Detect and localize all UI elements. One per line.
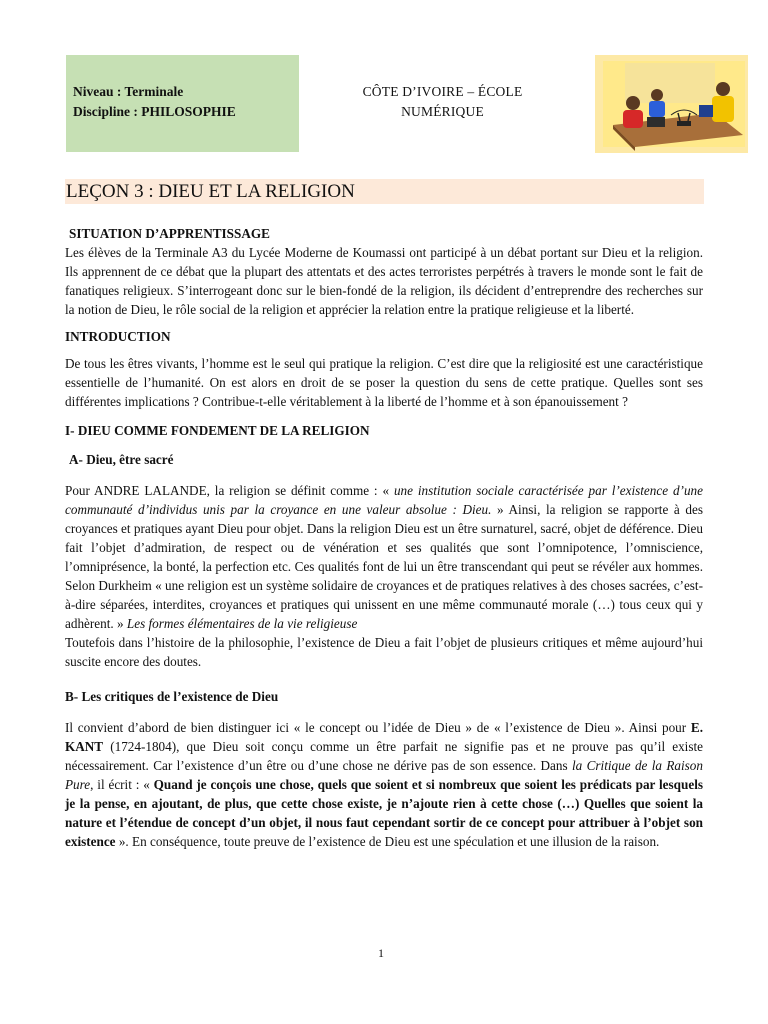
school-name (320, 82, 565, 122)
situation-heading: SITUATION D’APPRENTISSAGE (69, 226, 270, 241)
school-line-1: CÔTE D’IVOIRE – ÉCOLE (362, 84, 523, 99)
situation-text: Les élèves de la Terminale A3 du Lycée Moderne de Koumassi ont participé à un débat portant sur Dieu et la religion. Ils apprennent de ce débat que la plupart des attentats et des actes terroristes perpétrés à travers le monde sont le fait de fanatiques religieux. S’interrogeant donc sur le bien-fondé de la religion, ils décident d’entreprendre des recherches sur la notion de Dieu, le rôle social de la religion et apprécier la relation entre la pratique religieuse et la liberté. (65, 245, 703, 317)
section-a-paragraph-2: Toutefois dans l’histoire de la philosophie, l’existence de Dieu a fait l’objet de plusieurs critiques et même aujourd’hui suscite encore des doutes. (65, 635, 703, 669)
kant-book-title: la Critique de la Raison Pure (65, 758, 703, 792)
header-info-box (66, 55, 299, 152)
section-a-paragraph (65, 481, 703, 633)
section-a-heading: A- Dieu, être sacré (69, 452, 174, 467)
illustration-graphic (595, 55, 748, 153)
discipline-label: Discipline : PHILOSOPHIE (73, 104, 236, 119)
introduction-heading: INTRODUCTION (65, 329, 171, 344)
text-span: ». En conséquence, toute preuve de l’existence de Dieu est une spéculation et une illusion de la raison. (115, 834, 660, 849)
page-number: 1 (378, 946, 384, 960)
kant-name: E. KANT (65, 720, 703, 754)
part1-heading: I- DIEU COMME FONDEMENT DE LA RELIGION (65, 423, 370, 438)
text-span: (1724-1804), que Dieu soit conçu comme un être parfait ne signifie pas et ne prouve pas qu’il existe nécessairement. Car l’existence d’un être ou d’une chose ne dérive pas de son essence. Dans (65, 739, 703, 773)
school-line-2: NUMÉRIQUE (401, 104, 484, 119)
section-b-paragraph (65, 718, 703, 851)
lesson-title: LEÇON 3 : DIEU ET LA RELIGION (65, 179, 704, 204)
lalande-quote: une institution sociale caractérisée par l’existence d’une communauté d’individus unis par la croyance en une valeur absolue : Dieu. (65, 483, 703, 517)
durkheim-book-title: Les formes élémentaires de la vie religieuse (126, 616, 358, 631)
lesson-content (65, 224, 703, 851)
kant-quote: Quand je conçois une chose, quels que soient et si nombreux que soient les prédicats par lesquels je la pense, en ajoutant, de plus, que cette chose existe, je n’ajoute rien à cette chose (…) Quelles que soient la nature et l’étendue de concept d’un objet, il nous faut cependant sortir de ce concept pour attribuer à l’objet son existence (65, 777, 703, 849)
text-span: , il écrit : « (90, 777, 154, 792)
children-with-computers-illustration (595, 55, 748, 153)
level-label: Niveau : Terminale (73, 84, 184, 99)
text-span: » Ainsi, la religion se rapporte à des croyances et pratiques ayant Dieu pour objet. Dans la religion Dieu est un être surnaturel, sacré, objet de déférence. Dieu fait l’objet d’admiration, de respect ou de vénération et ses qualités que sont l’omnipotence, l’omniscience, l’omniprésence, la bonté, la perfection etc. Ces qualités font de lui un être transcendant qui peut se révéler aux hommes. Selon Durkheim « une religion est un système solidaire de croyances et de pratiques relatives à des choses sacrées, c’est-à-dire séparées, interdites, croyances et pratiques qui unissent en une même communauté morale (…) tous ceux qui y adhèrent. » (65, 502, 703, 631)
section-b-heading: B- Les critiques de l’existence de Dieu (65, 689, 279, 704)
text-span: Pour ANDRE LALANDE, la religion se définit comme : « (65, 483, 394, 498)
text-span: Il convient d’abord de bien distinguer ici « le concept ou l’idée de Dieu » de « l’existence de Dieu ». Ainsi pour (65, 720, 691, 735)
introduction-text: De tous les êtres vivants, l’homme est le seul qui pratique la religion. C’est dire que la religiosité est une caractéristique essentielle de l’humanité. On est alors en droit de se poser la question du sens de cette pratique. Quelles sont ses différentes implications ? Contribue-t-elle véritablement à la liberté de l’homme et à son épanouissement ? (65, 356, 703, 409)
